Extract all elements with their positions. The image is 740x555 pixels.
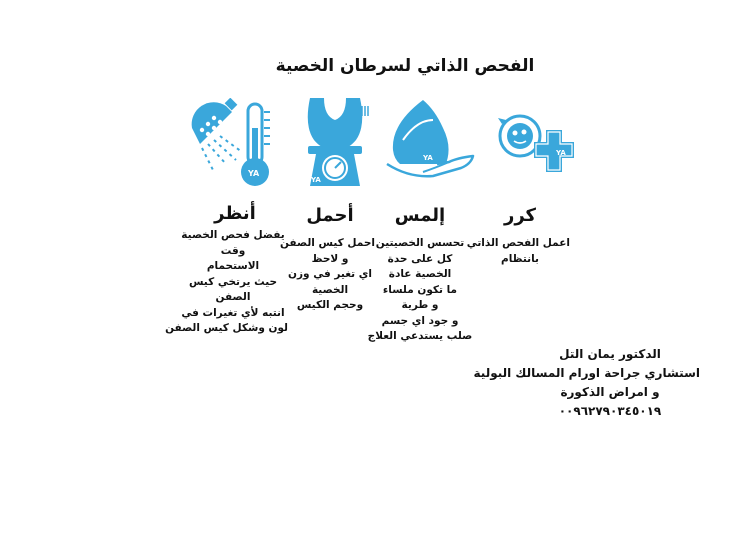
text-line: الخصية xyxy=(311,283,349,296)
step-lift-heading: أحمل xyxy=(306,205,354,226)
text-line: و جود اي جسم xyxy=(381,314,459,327)
page-title: الفحص الذاتي لسرطان الخصية xyxy=(275,56,535,76)
text-line: بانتظام xyxy=(501,252,539,265)
step-touch-text xyxy=(365,236,475,345)
shower-thermometer-icon xyxy=(186,98,276,190)
svg-text:YA: YA xyxy=(248,169,260,178)
step-look-text xyxy=(165,228,288,337)
hand-feel-icon xyxy=(383,98,477,184)
text-line: حيث يرتخي كيس xyxy=(188,275,278,288)
text-line: الخصية عادة xyxy=(388,268,452,280)
text-line: ما تكون ملساء xyxy=(382,283,458,296)
text-line: وقت xyxy=(220,244,246,257)
step-repeat-text xyxy=(466,236,570,267)
text-line: انتبه لأي تغيرات في xyxy=(181,306,285,319)
step-look-heading: أنظر xyxy=(214,203,256,224)
text-line: الاستحمام xyxy=(206,260,260,272)
scale-icon xyxy=(300,96,370,190)
doctor-title-line1: استشاري جراحة اورام المسالك البولية xyxy=(473,366,700,380)
text-line: تحسس الخصيتين xyxy=(375,237,465,249)
step-touch-heading: إلمس xyxy=(394,205,446,226)
svg-text:YA: YA xyxy=(423,154,433,162)
doctor-name: الدكتور يمان التل xyxy=(559,347,661,361)
doctor-phone: ٠٠٩٦٢٧٩٠٣٤٥٠١٩ xyxy=(558,404,662,418)
text-line: اي تغير في وزن xyxy=(288,268,372,280)
text-line: و لاحظ xyxy=(311,252,349,265)
step-repeat-heading: كرر xyxy=(503,205,537,226)
text-line: كل على حدة xyxy=(387,252,453,265)
text-line: لون وشكل كيس الصفن xyxy=(165,322,288,334)
text-line: صلب يستدعي العلاج xyxy=(367,330,473,342)
doctor-info xyxy=(473,345,700,421)
doctor-title-line2: و امراض الذكورة xyxy=(560,385,660,399)
step-lift-text xyxy=(279,236,375,314)
text-line: احمل كيس الصفن xyxy=(279,237,375,249)
text-line: يفضل فحص الخصية xyxy=(181,229,285,241)
repeat-medical-cross-icon xyxy=(496,112,580,182)
text-line: اعمل الفحص الذاتي xyxy=(466,237,570,249)
svg-text:YA: YA xyxy=(311,176,321,184)
text-line: الصفن xyxy=(215,291,251,303)
text-line: وحجم الكيس xyxy=(296,299,364,311)
svg-text:YA: YA xyxy=(556,149,566,157)
text-line: و طرية xyxy=(401,299,439,311)
